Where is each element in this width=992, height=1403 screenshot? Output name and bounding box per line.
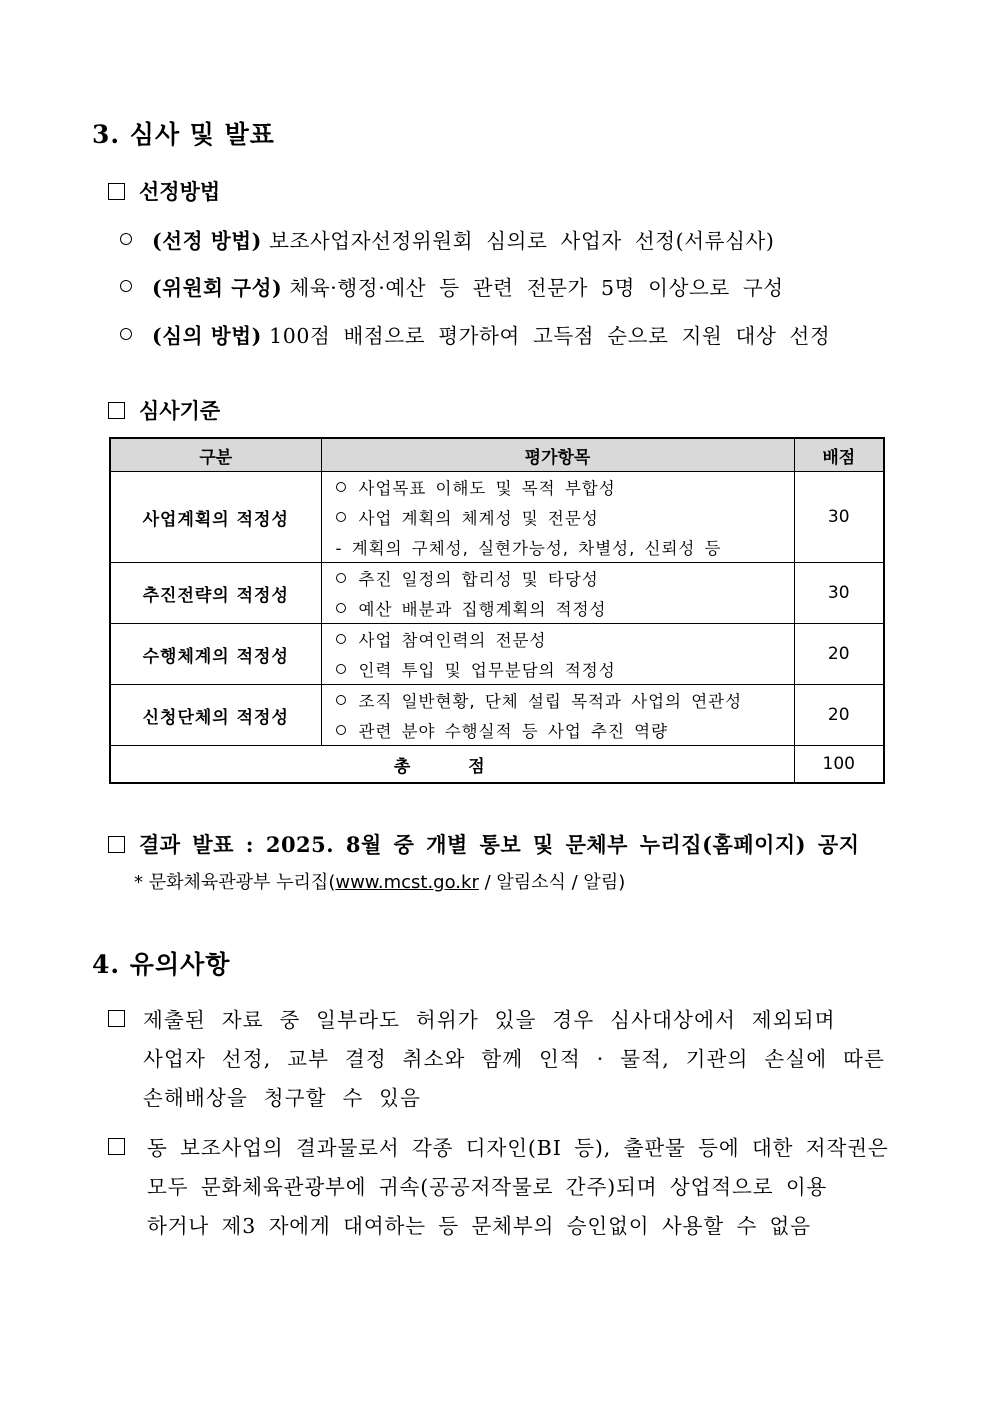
circle-bullet-icon	[336, 695, 346, 705]
selection-method-heading-text: 선정방법	[139, 179, 221, 204]
row-items	[321, 472, 794, 563]
row-items	[321, 563, 794, 624]
circle-bullet-icon	[336, 664, 346, 674]
table-row	[110, 563, 884, 624]
notice-line: 제출된 자료 중 일부라도 허위가 있을 경우 심사대상에서 제외되며	[143, 1008, 836, 1032]
row-item	[332, 715, 794, 745]
row-category: 추진전략의 적정성	[110, 563, 321, 624]
circle-bullet-icon	[336, 573, 346, 583]
row-item-text: 관련 분야 수행실적 등 사업 추진 역량	[358, 722, 669, 741]
notice-line: 손해배상을 청구할 수 있음	[143, 1086, 422, 1110]
row-item-text: 조직 일반현황, 단체 설립 목적과 사업의 연관성	[358, 692, 743, 711]
notice-item	[108, 1131, 889, 1239]
circle-bullet-icon	[120, 233, 132, 245]
section-4-title: 4. 유의사항	[92, 950, 231, 979]
notice-item	[108, 1003, 885, 1111]
selection-item-label: (심의 방법)	[152, 324, 262, 348]
notice-line: 사업자 선정, 교부 결정 취소와 함께 인적 · 물적, 기관의 손실에 따른	[143, 1047, 886, 1071]
circle-bullet-icon	[336, 725, 346, 735]
result-heading-text: 결과 발표 : 2025. 8월 중 개별 통보 및 문체부 누리집(홈페이지) 공지	[139, 832, 860, 857]
row-item-text: 예산 배분과 집행계획의 적정성	[358, 600, 607, 619]
circle-bullet-icon	[336, 634, 346, 644]
notice-line: 모두 문화체육관광부에 귀속(공공저작물로 간주)되며 상업적으로 이용	[147, 1175, 828, 1199]
result-note-prefix: * 문화체육관광부 누리집(	[134, 872, 336, 893]
row-item-text: 사업목표 이해도 및 목적 부합성	[358, 479, 616, 498]
row-item	[332, 685, 794, 715]
selection-item-label: (선정 방법)	[152, 229, 262, 253]
total-score: 100	[794, 746, 884, 784]
row-item-text: 인력 투입 및 업무분담의 적정성	[358, 661, 616, 680]
result-note	[134, 868, 625, 894]
header-items: 평가항목	[321, 438, 794, 472]
selection-method-heading	[108, 176, 220, 206]
row-category: 수행체계의 적정성	[110, 624, 321, 685]
result-heading	[108, 829, 860, 859]
selection-item	[120, 224, 775, 254]
row-category: 사업계획의 적정성	[110, 472, 321, 563]
row-items	[321, 624, 794, 685]
header-category: 구분	[110, 438, 321, 472]
selection-item-text: 체육·행정·예산 등 관련 전문가 5명 이상으로 구성	[289, 276, 784, 300]
circle-bullet-icon	[120, 328, 132, 340]
selection-item-label: (위원회 구성)	[152, 276, 283, 300]
ministry-website-link[interactable]: www.mcst.go.kr	[335, 872, 479, 893]
row-score: 30	[794, 472, 884, 563]
table-row	[110, 624, 884, 685]
circle-bullet-icon	[120, 280, 132, 292]
row-item	[332, 472, 794, 502]
notice-line: 하거나 제3 자에게 대여하는 등 문체부의 승인없이 사용할 수 없음	[147, 1214, 811, 1238]
criteria-heading	[108, 395, 220, 425]
row-category: 신청단체의 적정성	[110, 685, 321, 746]
row-item-text: 사업 계획의 체계성 및 전문성	[358, 509, 599, 528]
checkbox-square-icon	[108, 836, 125, 853]
checkbox-square-icon	[108, 183, 125, 200]
table-header-row	[110, 438, 884, 472]
row-score: 20	[794, 624, 884, 685]
row-item	[332, 502, 794, 532]
selection-item-text: 100점 배점으로 평가하여 고득점 순으로 지원 대상 선정	[269, 324, 831, 348]
evaluation-criteria-table	[109, 437, 885, 784]
notice-line: 동 보조사업의 결과물로서 각종 디자인(BI 등), 출판물 등에 대한 저작권은	[147, 1136, 889, 1160]
header-score: 배점	[794, 438, 884, 472]
table-total-row	[110, 746, 884, 784]
section-3-title: 3. 심사 및 발표	[92, 120, 275, 149]
criteria-heading-text: 심사기준	[139, 398, 221, 423]
row-item-text: 추진 일정의 합리성 및 타당성	[358, 570, 599, 589]
circle-bullet-icon	[336, 603, 346, 613]
table-row	[110, 685, 884, 746]
table-row	[110, 472, 884, 563]
result-note-suffix: / 알림소식 / 알림)	[478, 872, 626, 893]
selection-item	[120, 319, 830, 349]
row-item	[332, 593, 794, 623]
checkbox-square-icon	[108, 402, 125, 419]
total-label: 총 점	[110, 746, 794, 784]
circle-bullet-icon	[336, 512, 346, 522]
row-item-text: 사업 참여인력의 전문성	[358, 631, 547, 650]
row-item	[332, 654, 794, 684]
row-item	[332, 563, 794, 593]
row-item	[332, 624, 794, 654]
row-items	[321, 685, 794, 746]
selection-item	[120, 271, 784, 301]
circle-bullet-icon	[336, 482, 346, 492]
row-score: 20	[794, 685, 884, 746]
checkbox-square-icon	[108, 1010, 125, 1027]
row-subitem	[332, 532, 794, 562]
row-score: 30	[794, 563, 884, 624]
selection-item-text: 보조사업자선정위원회 심의로 사업자 선정(서류심사)	[269, 229, 775, 253]
row-subitem-text: - 계획의 구체성, 실현가능성, 차별성, 신뢰성 등	[335, 539, 722, 558]
checkbox-square-icon	[108, 1138, 125, 1155]
